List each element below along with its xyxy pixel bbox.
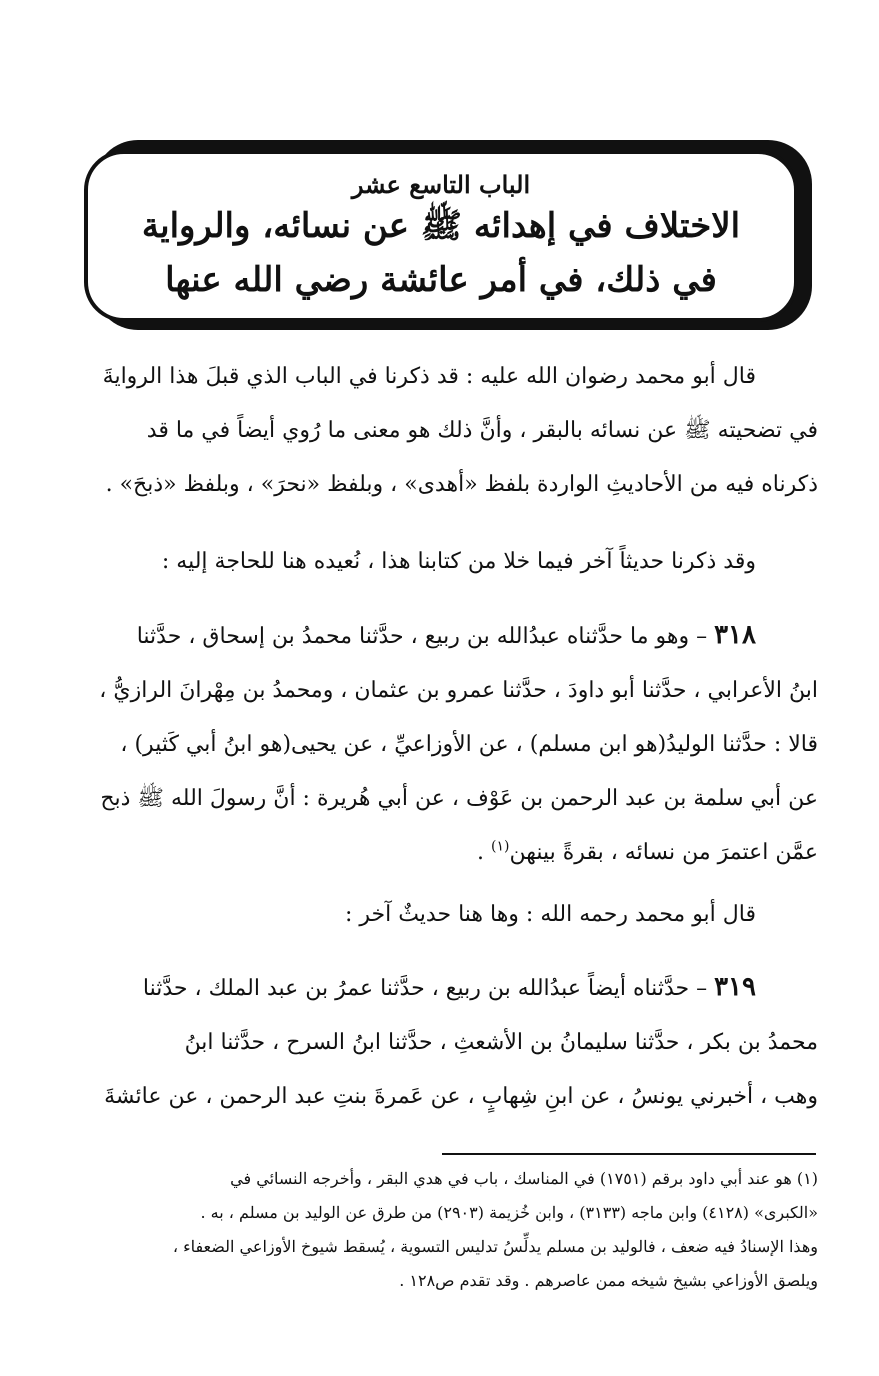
footnotes	[66, 1162, 818, 1298]
footnote-line: (١) هو عند أبي داود برقم (١٧٥١) في المناسك ، باب في هدي البقر ، وأخرجه النسائي في	[230, 1169, 818, 1188]
footnote-reference: (١)	[491, 838, 510, 855]
footnote-line: ويلصق الأوزاعي بشيخ شيخه ممن عاصرهم . وقد تقدم ص١٢٨ .	[399, 1271, 818, 1290]
footnote-separator	[442, 1153, 816, 1155]
text-line: قال أبو محمد رضوان الله عليه : قد ذكرنا في الباب الذي قبلَ هذا الروايةَ	[102, 364, 756, 389]
text-line: محمدُ بن بكر ، حدَّثنا سليمانُ بن الأشعثِ ، حدَّثنا ابنُ السرح ، حدَّثنا ابنُ	[184, 1030, 818, 1055]
footnote-line: «الكبرى» (٤١٢٨) وابن ماجه (٣١٣٣) ، وابن خُزيمة (٢٩٠٣) من طرق عن الوليد بن مسلم ، به .	[200, 1203, 818, 1222]
text-line: قال أبو محمد رحمه الله : وها هنا حديثٌ آخر :	[344, 902, 756, 927]
text-line: عن أبي سلمة بن عبد الرحمن بن عَوْف ، عن أبي هُريرة : أنَّ رسولَ الله ﷺ ذبح	[100, 786, 818, 811]
text-segment: – وهو ما حدَّثناه عبدُالله بن ربيع ، حدَّثنا محمدُ بن إسحاق ، حدَّثنا	[136, 624, 708, 649]
chapter-heading-box	[84, 150, 798, 322]
hadith-number: ٣١٩	[714, 972, 756, 1002]
hadith-318	[70, 608, 818, 880]
text-line: وقد ذكرنا حديثاً آخر فيما خلا من كتابنا هذا ، نُعيده هنا للحاجة إليه :	[161, 549, 756, 574]
chapter-number: الباب التاسع عشر	[351, 170, 531, 199]
chapter-title-line-2: في ذلك، في أمر عائشة رضي الله عنها	[165, 260, 717, 300]
text-segment: عمَّن اعتمرَ من نسائه ، بقرةً بينهن	[509, 840, 818, 865]
text-line: ذكرناه فيه من الأحاديثِ الواردة بلفظ «أهدى» ، وبلفظ «نحرَ» ، وبلفظ «ذبحَ» .	[105, 472, 818, 497]
paragraph-another-hadith	[70, 888, 818, 942]
text-line: ابنُ الأعرابي ، حدَّثنا أبو داودَ ، حدَّثنا عمرو بن عثمان ، ومحمدُ بن مِهْرانَ الرازيُّ ،	[99, 678, 818, 703]
chapter-title-line-1: الاختلاف في إهدائه ﷺ عن نسائه، والرواية	[141, 206, 741, 246]
paragraph-transition	[70, 535, 818, 589]
hadith-number: ٣١٨	[714, 620, 756, 650]
hadith-319	[70, 960, 818, 1124]
paragraph-intro	[70, 350, 818, 512]
text-line: قالا : حدَّثنا الوليدُ(هو ابن مسلم) ، عن الأوزاعيِّ ، عن يحيى(هو ابنُ أبي كَثير) ،	[120, 732, 818, 757]
text-line	[70, 960, 818, 1016]
text-line	[70, 608, 818, 664]
text-line: في تضحيته ﷺ عن نسائه بالبقر ، وأنَّ ذلك هو معنى ما رُوي أيضاً في ما قد	[146, 418, 818, 443]
footnote-line: وهذا الإسنادُ فيه ضعف ، فالوليد بن مسلم يدلِّسُ تدليس التسوية ، يُسقط شيوخ الأوزاعي الضعفاء ،	[172, 1237, 818, 1256]
text-segment: – حدَّثناه أيضاً عبدُالله بن ربيع ، حدَّثنا عمرُ بن عبد الملك ، حدَّثنا	[142, 976, 708, 1001]
text-line: وهب ، أخبرني يونسُ ، عن ابنِ شِهابٍ ، عن عَمرةَ بنتِ عبد الرحمن ، عن عائشةَ	[104, 1084, 818, 1109]
text-line: عمَّن اعتمرَ من نسائه ، بقرةً بينهن$^{(١)}$ .	[477, 838, 818, 865]
